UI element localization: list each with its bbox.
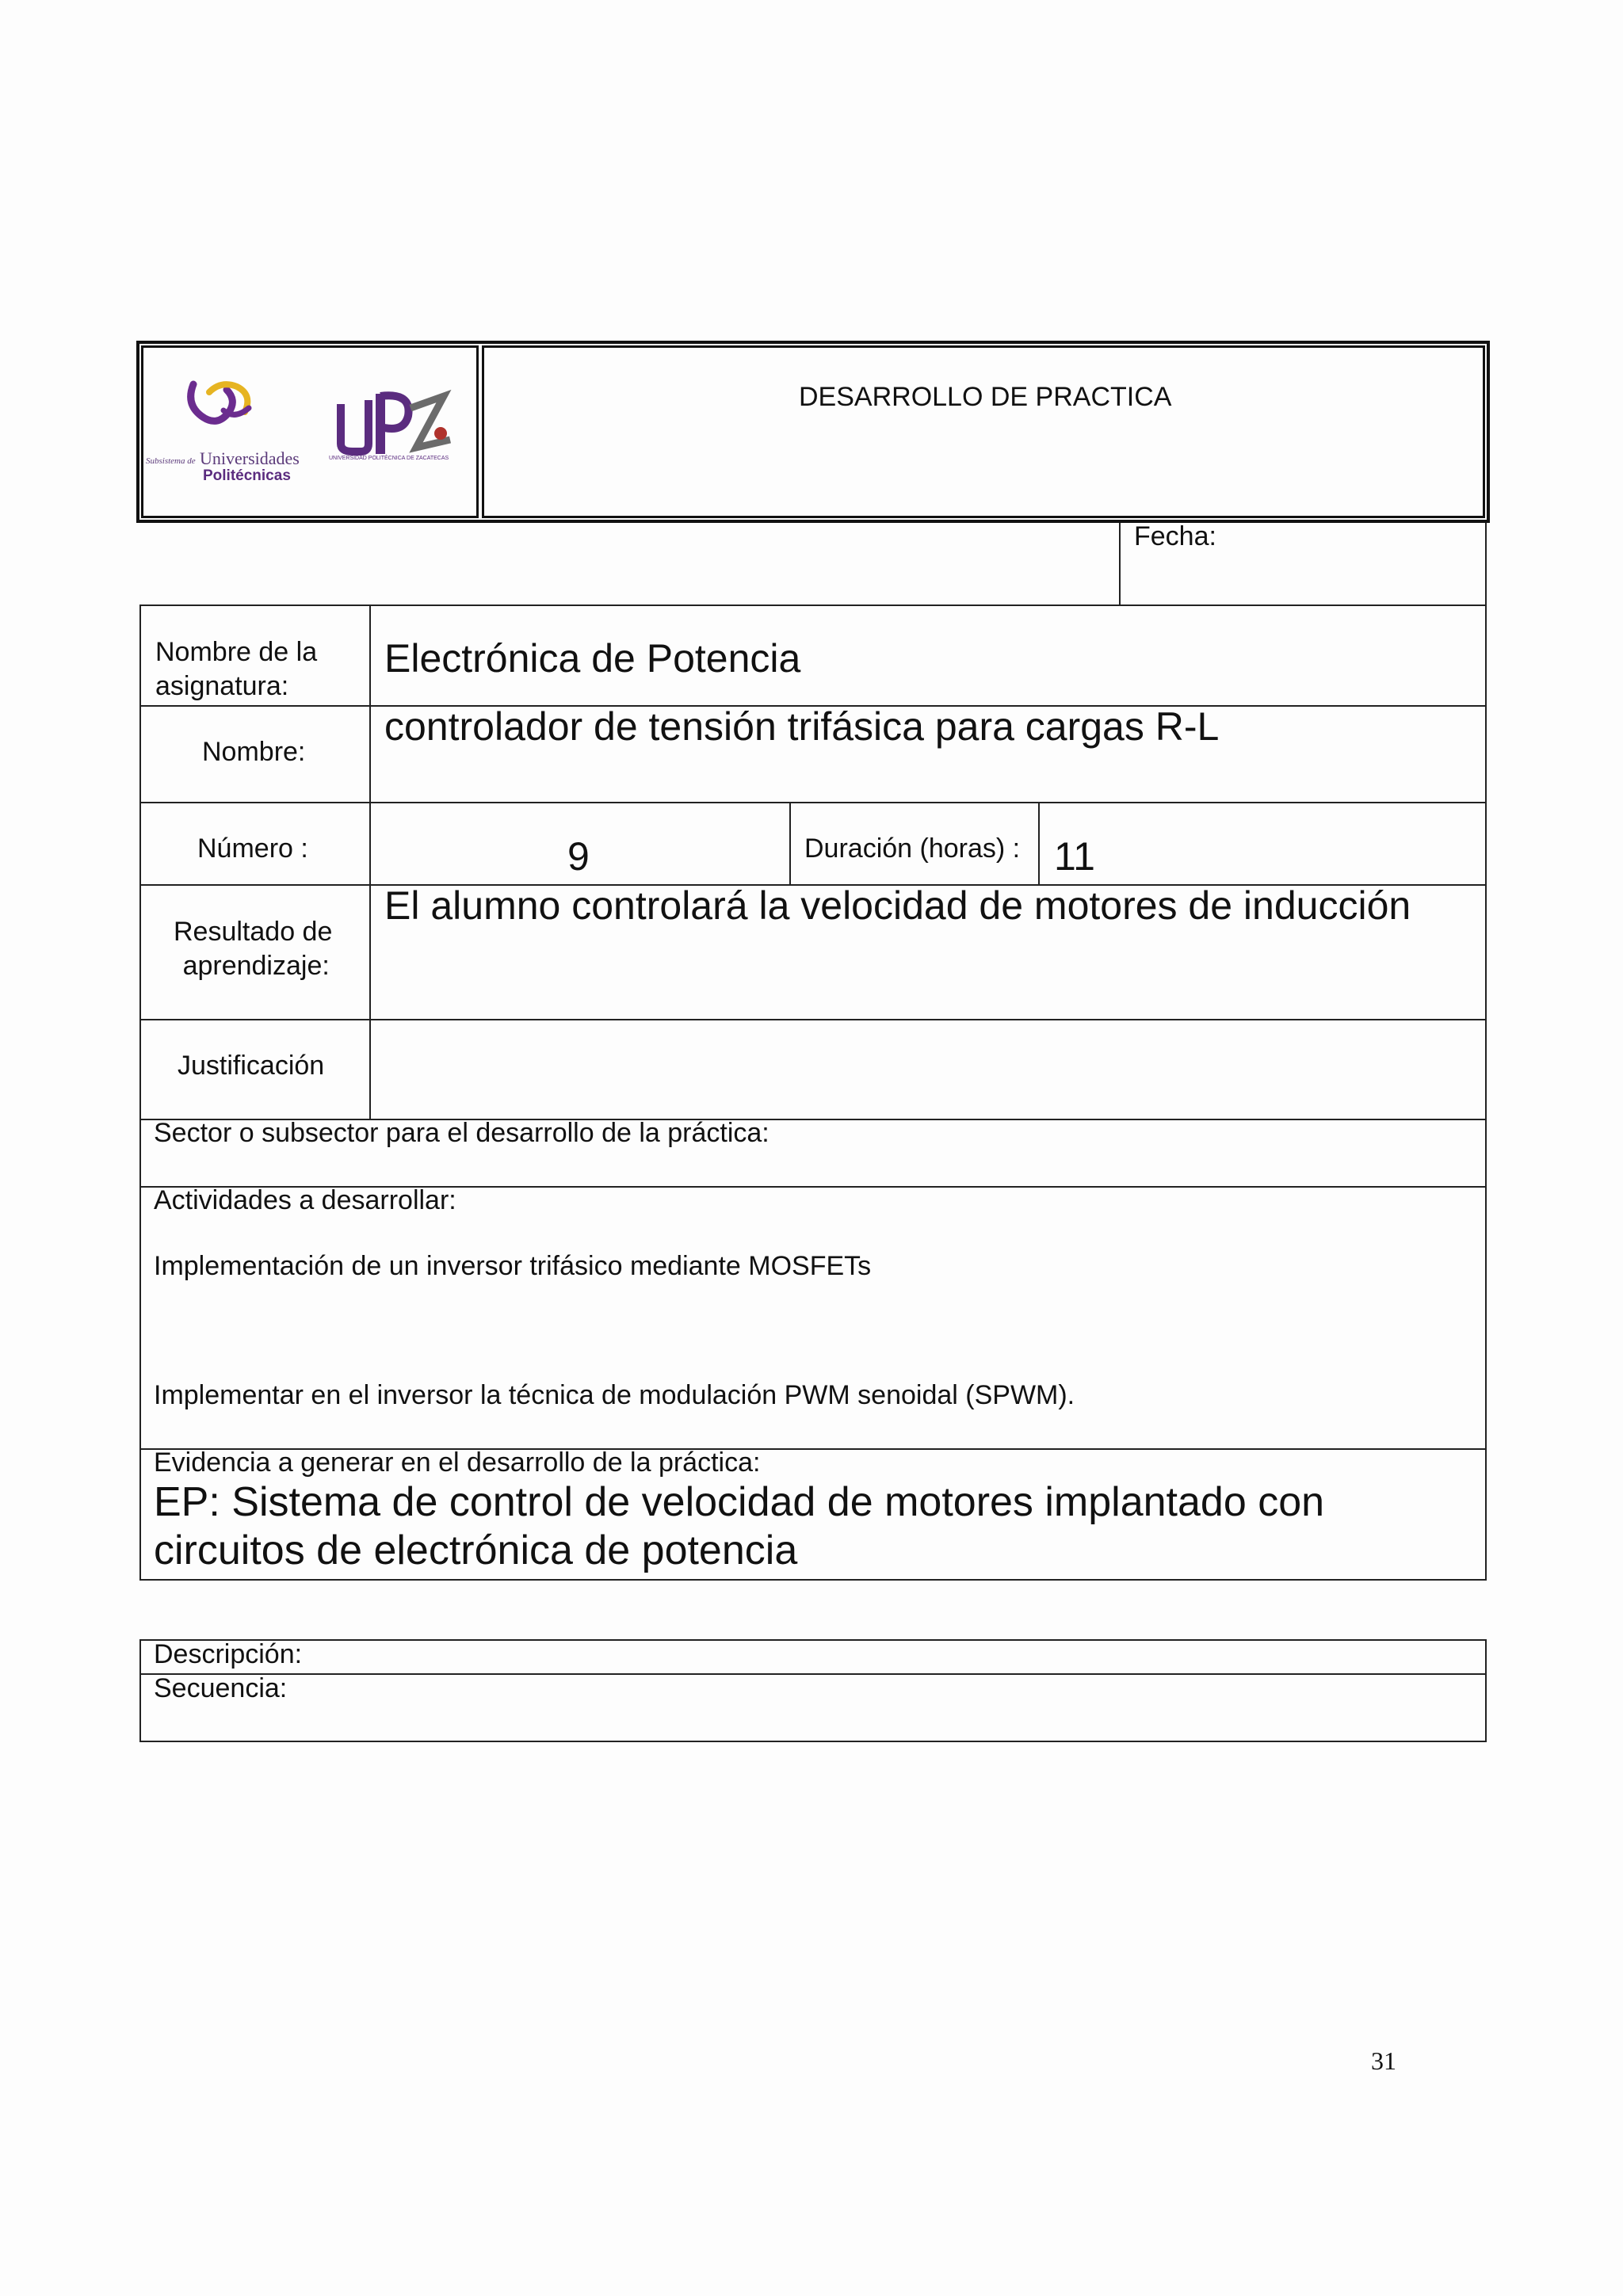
asignatura-label: [155, 635, 317, 703]
asignatura-label-line1: Nombre de la: [155, 637, 318, 667]
fecha-label: Fecha:: [1134, 521, 1216, 551]
duracion-label: Duración (horas) :: [804, 833, 1021, 864]
actividad-1: Implementación de un inversor trifásico mediante MOSFETs: [154, 1251, 872, 1281]
actividades-label: Actividades a desarrollar:: [154, 1185, 456, 1215]
numero-label: Número :: [197, 833, 308, 864]
evidencia-label: Evidencia a generar en el desarrollo de la práctica:: [154, 1447, 761, 1478]
actividad-2: Implementar en el inversor la técnica de modulación PWM senoidal (SPWM).: [154, 1380, 1075, 1410]
duracion-value: 11: [1054, 834, 1095, 879]
numero-value: 9: [567, 834, 590, 879]
resultado-label-line1: Resultado de: [174, 917, 333, 947]
upz-logo-icon: [325, 376, 460, 456]
secuencia-label: Secuencia:: [154, 1673, 288, 1703]
universidades-politecnicas-logo: [146, 372, 304, 491]
upz-caption: UNIVERSIDAD POLITÉCNICA DE ZACATECAS: [329, 456, 449, 461]
logo-subsystem-text: Subsistema de: [146, 456, 196, 466]
logo-politecnicas-text: Politécnicas: [203, 467, 291, 484]
page-title: DESARROLLO DE PRACTICA: [799, 382, 1172, 412]
up-logo-icon: [178, 372, 273, 444]
nombre-value: controlador de tensión trifásica para cargas R-L: [384, 704, 1220, 749]
resultado-label: [174, 915, 332, 982]
evidencia-line1: EP: Sistema de control de velocidad de motores implantado con: [154, 1479, 1325, 1525]
evidencia-line2: circuitos de electrónica de potencia: [154, 1527, 798, 1573]
justificacion-label: Justificación: [178, 1051, 325, 1081]
resultado-value: El alumno controlará la velocidad de motores de inducción: [384, 883, 1411, 928]
title-cell: [482, 345, 1485, 518]
sector-label: Sector o subsector para el desarrollo de la práctica:: [154, 1118, 769, 1148]
asignatura-value: Electrónica de Potencia: [384, 636, 801, 681]
resultado-label-line2: aprendizaje:: [182, 950, 330, 981]
asignatura-label-line2: asignatura:: [155, 670, 289, 701]
page-number: 31: [1371, 2046, 1396, 2075]
upz-logo: [321, 376, 472, 471]
logo-universidades-text: Universidades: [200, 448, 300, 468]
descripcion-label: Descripción:: [154, 1639, 303, 1669]
nombre-label: Nombre:: [202, 737, 306, 767]
